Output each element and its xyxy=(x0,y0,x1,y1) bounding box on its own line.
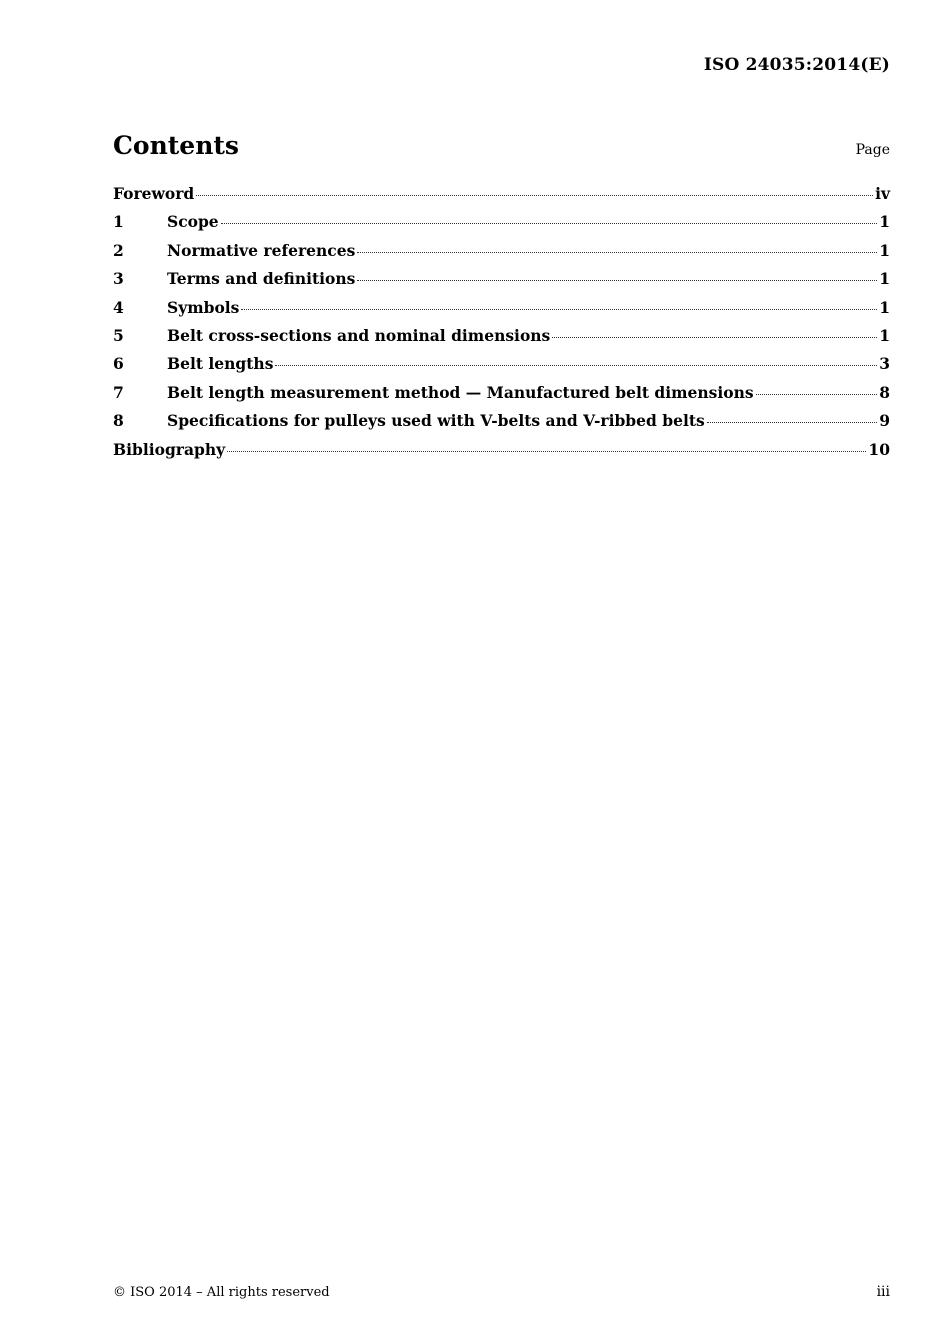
toc-entry-title: Symbols xyxy=(167,297,240,317)
toc-entry-terms-and-definitions[interactable] xyxy=(113,269,890,297)
toc-entry-title: Bibliography xyxy=(113,439,226,459)
toc-leader-dots xyxy=(357,252,877,253)
toc-entry-title: Belt cross-sections and nominal dimensions xyxy=(167,325,551,345)
toc-entry-measurement-method[interactable] xyxy=(113,383,890,411)
toc-leader-dots xyxy=(227,451,866,452)
toc-entry-title: Specifications for pulleys used with V-belts and V-ribbed belts xyxy=(167,411,705,431)
toc-entry-foreword[interactable] xyxy=(113,184,890,212)
toc-entry-number: 2 xyxy=(113,240,124,260)
toc-entry-number: 8 xyxy=(113,411,124,431)
toc-entry-page: 1 xyxy=(879,325,890,345)
footer-page-number: iii xyxy=(876,1284,890,1300)
toc-entry-number: 3 xyxy=(113,269,124,289)
toc-entry-number: 4 xyxy=(113,297,124,317)
toc-entry-title: Foreword xyxy=(113,184,195,203)
toc-entry-title: Terms and definitions xyxy=(167,269,356,289)
toc-entry-belt-lengths[interactable] xyxy=(113,354,890,382)
document-code: ISO 24035:2014(E) xyxy=(703,55,890,75)
toc-entry-title: Scope xyxy=(167,212,219,232)
toc-entry-normative-references[interactable] xyxy=(113,241,890,269)
toc-entry-page: 8 xyxy=(879,382,890,402)
toc-entry-page: 1 xyxy=(879,269,890,289)
toc-leader-dots xyxy=(756,394,878,395)
toc-leader-dots xyxy=(357,280,877,281)
toc-entry-number: 5 xyxy=(113,325,124,345)
toc-entry-page: 9 xyxy=(879,411,890,431)
table-of-contents xyxy=(113,184,890,468)
toc-entry-title: Belt lengths xyxy=(167,354,274,374)
toc-entry-number: 6 xyxy=(113,354,124,374)
toc-leader-dots xyxy=(707,422,877,423)
toc-leader-dots xyxy=(552,337,877,338)
toc-entry-number: 7 xyxy=(113,382,124,402)
toc-entry-pulley-specifications[interactable] xyxy=(113,411,890,439)
toc-leader-dots xyxy=(241,309,877,310)
toc-entry-belt-cross-sections[interactable] xyxy=(113,326,890,354)
copyright-notice: © ISO 2014 – All rights reserved xyxy=(113,1285,330,1300)
toc-entry-title: Normative references xyxy=(167,240,356,260)
toc-entry-page: 1 xyxy=(879,212,890,232)
toc-entry-title: Belt length measurement method — Manufactured belt dimensions xyxy=(167,382,754,402)
toc-entry-scope[interactable] xyxy=(113,212,890,240)
toc-entry-page: 10 xyxy=(868,439,890,459)
contents-title: Contents xyxy=(113,131,240,160)
toc-entry-number: 1 xyxy=(113,212,124,232)
toc-entry-page: 1 xyxy=(879,240,890,260)
toc-entry-page: 1 xyxy=(879,297,890,317)
toc-leader-dots xyxy=(275,365,877,366)
toc-entry-page: iv xyxy=(875,184,890,203)
toc-entry-bibliography[interactable] xyxy=(113,440,890,468)
toc-leader-dots xyxy=(196,195,873,196)
toc-leader-dots xyxy=(221,223,878,224)
page-column-label: Page xyxy=(855,142,890,158)
toc-entry-page: 3 xyxy=(879,354,890,374)
toc-entry-symbols[interactable] xyxy=(113,298,890,326)
